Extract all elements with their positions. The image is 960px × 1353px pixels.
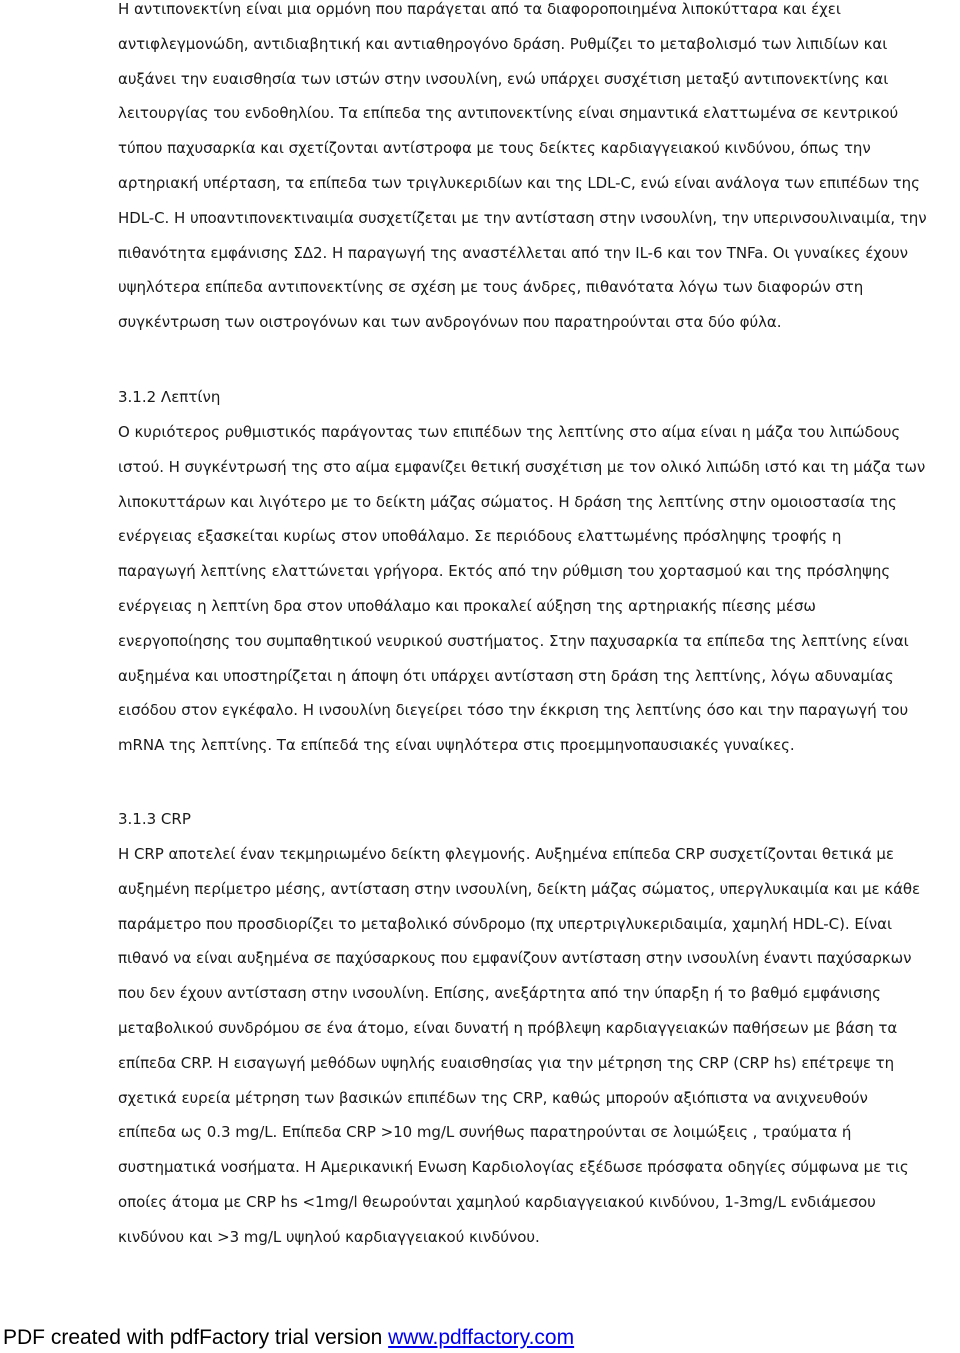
pdf-footer bbox=[3, 1324, 574, 1352]
text-line: που δεν έχουν αντίσταση στην ινσουλίνη. Επίσης, ανεξάρτητα από την ύπαρξη ή το βαθμό εμφάνισης bbox=[118, 984, 881, 1003]
text-line: ενεργοποίησης του συμπαθητικού νευρικού συστήματος. Στην παχυσαρκία τα επίπεδα της λεπτίνης είναι bbox=[118, 631, 909, 650]
text-line: μεταβολικού συνδρόμου σε ένα άτομο, είναι δυνατή η πρόβλεψη καρδιαγγειακών παθήσεων με βάση τα bbox=[118, 1018, 898, 1037]
text-line: λιποκυττάρων και λιγότερο με το δείκτη μάζας σώματος. Η δράση της λεπτίνης στην ομοιοστασία της bbox=[118, 492, 897, 511]
text-line: κινδύνου και >3 mg/L υψηλού καρδιαγγειακού κινδύνου. bbox=[118, 1227, 540, 1246]
text-line: Η αντιπονεκτίνη είναι μια ορμόνη που παράγεται από τα διαφοροποιημένα λιποκύτταρα και έχει bbox=[118, 0, 841, 18]
text-line: αρτηριακή υπέρταση, τα επίπεδα των τριγλυκεριδίων και της LDL-C, ενώ είναι ανάλογα των επιπέδων της bbox=[118, 173, 920, 192]
text-line: αυξημένη περίμετρο μέσης, αντίσταση στην ινσουλίνη, δείκτη μάζας σώματος, υπεργλυκαιμία και με κάθε bbox=[118, 879, 921, 898]
text-line: οποίες άτομα με CRP hs <1mg/l θεωρούνται χαμηλού καρδιαγγειακού κινδύνου, 1-3mg/L ενδιάμεσου bbox=[118, 1192, 876, 1211]
text-line: συστηματικά νοσήματα. Η Αμερικανική Ενωση Καρδιολογίας εξέδωσε πρόσφατα οδηγίες σύμφωνα με τις bbox=[118, 1158, 909, 1177]
text-line: ενέργειας η λεπτίνη δρα στον υποθάλαμο και προκαλεί αύξηση της αρτηριακής πίεσης μέσω bbox=[118, 596, 816, 615]
text-line: ενέργειας εξασκείται κυρίως στον υποθάλαμο. Σε περιόδους ελαττωμένης πρόσληψης τροφής η bbox=[118, 527, 842, 546]
text-line: πιθανότητα εμφάνισης ΣΔ2. Η παραγωγή της αναστέλλεται από την IL-6 και τον TNFa. Οι γυναίκες έχουν bbox=[118, 243, 908, 262]
text-line: αντιφλεγμονώδη, αντιδιαβητική και αντιαθηρογόνο δράση. Ρυθμίζει το μεταβολισμό των λιπιδίων και bbox=[118, 34, 888, 53]
text-line: εισόδου στον εγκέφαλο. Η ινσουλίνη διεγείρει τόσο την έκκριση της λεπτίνης όσο και την παραγωγή του bbox=[118, 701, 909, 720]
text-line: πιθανό να είναι αυξημένα σε παχύσαρκους που εμφανίζουν αντίσταση στην ινσουλίνη έναντι παχύσαρκων bbox=[118, 949, 912, 968]
section-heading-leptin: 3.1.2 Λεπτίνη bbox=[118, 388, 221, 406]
paragraph-leptin bbox=[118, 415, 925, 763]
text-line: συγκέντρωση των οιστρογόνων και των ανδρογόνων που παρατηρούνται στα δύο φύλα. bbox=[118, 313, 782, 332]
text-line: ιστού. Η συγκέντρωσή της στο αίμα εμφανίζει θετική συσχέτιση με τον ολικό λιπώδη ιστό και τη μάζα των bbox=[118, 457, 926, 476]
text-line: Ο κυριότερος ρυθμιστικός παράγοντας των επιπέδων της λεπτίνης στο αίμα είναι η μάζα του λιπώδους bbox=[118, 423, 901, 441]
text-line: Η CRP αποτελεί έναν τεκμηριωμένο δείκτη φλεγμονής. Αυξημένα επίπεδα CRP συσχετίζονται θετικά με bbox=[118, 845, 894, 863]
text-line: τύπου παχυσαρκία και σχετίζονται αντίστροφα με τους δείκτες καρδιαγγειακού κινδύνου, όπως την bbox=[118, 139, 871, 158]
footer-link[interactable]: www.pdffactory.com bbox=[388, 1326, 575, 1349]
text-line: επίπεδα ως 0.3 mg/L. Επίπεδα CRP >10 mg/L συνήθως παρατηρούνται σε λοιμώξεις , τραύματα ή bbox=[118, 1123, 852, 1142]
text-line: λειτουργίας του ενδοθηλίου. Τα επίπεδα της αντιπονεκτίνης είναι σημαντικά ελαττωμένα σε κεντρικού bbox=[118, 104, 899, 123]
text-line: HDL-C. Η υποαντιπονεκτιναιμία συσχετίζεται με την αντίσταση στην ινσουλίνη, την υπερινσουλιναιμία, την bbox=[118, 208, 927, 227]
section-heading-crp: 3.1.3 CRP bbox=[118, 810, 191, 828]
paragraph-adiponectin bbox=[118, 0, 927, 340]
text-line: παραγωγή λεπτίνης ελαττώνεται γρήγορα. Εκτός από την ρύθμιση του χορτασμού και της πρόσληψης bbox=[118, 562, 891, 581]
footer-text: PDF created with pdfFactory trial version bbox=[3, 1326, 389, 1349]
paragraph-crp bbox=[118, 837, 920, 1255]
text-line: επίπεδα CRP. Η εισαγωγή μεθόδων υψηλής ευαισθησίας για την μέτρηση της CRP (CRP hs) επέτρεψε τη bbox=[118, 1053, 895, 1072]
text-line: αυξημένα και υποστηρίζεται η άποψη ότι υπάρχει αντίσταση στη δράση της λεπτίνης, λόγω αδυναμίας bbox=[118, 666, 894, 685]
text-line: αυξάνει την ευαισθησία των ιστών στην ινσουλίνη, ενώ υπάρχει συσχέτιση μεταξύ αντιπονεκτίνης και bbox=[118, 69, 889, 88]
text-line: υψηλότερα επίπεδα αντιπονεκτίνης σε σχέση με τους άνδρες, πιθανότατα λόγω των διαφορών στη bbox=[118, 278, 864, 297]
text-line: παράμετρο που προσδιορίζει το μεταβολικό σύνδρομο (πχ υπερτριγλυκεριδαιμία, χαμηλή HDL-C). Είναι bbox=[118, 914, 892, 933]
text-line: mRNA της λεπτίνης. Τα επίπεδά της είναι υψηλότερα στις προεμμηνοπαυσιακές γυναίκες. bbox=[118, 736, 795, 755]
text-line: σχετικά ευρεία μέτρηση των βασικών επιπέδων της CRP, καθώς μπορούν αξιόπιστα να ανιχνευθούν bbox=[118, 1088, 868, 1107]
